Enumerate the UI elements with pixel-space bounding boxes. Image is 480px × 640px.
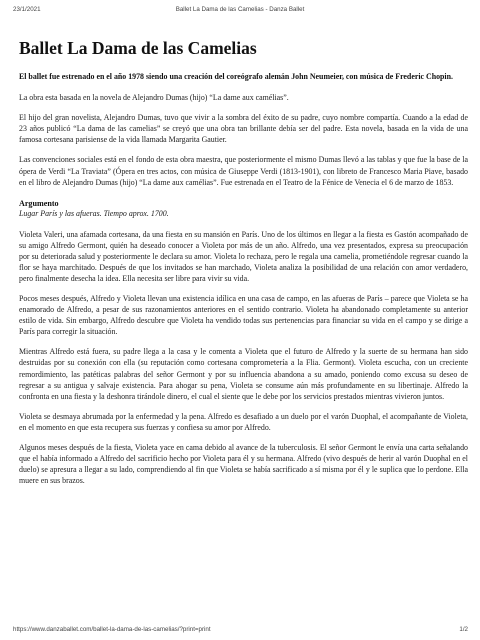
page-number: 1/2	[459, 626, 468, 633]
section-heading: Argumento	[19, 198, 59, 208]
section-paragraph: Mientras Alfredo está fuera, su padre llega a la casa y le comenta a Violeta que el futuro de Alfredo y la suerte de su hermana han sido destruidas por su conexión con ella (su reputación como cortesana comprometería a la Flia. Germont). Violeta escucha, con un creciente remordimiento, las patéticas palabras del señor Germont y por su influencia abandona a su amado, poniendo como excusa su deseo de regresar a su antigua y salvaje existencia. Para ahogar su pena, Violeta se consume aún más profundamente en su libertinaje. Alfredo la confronta en una fiesta y la deshonra tirándole dinero, el cual el siente que le debe por los servicios prestados mientras vivieron juntos.	[19, 347, 468, 401]
article-title: Ballet La Dama de las Camelias	[19, 38, 257, 58]
print-date: 23/1/2021	[13, 6, 41, 13]
section-paragraph: Violeta Valeri, una afamada cortesana, da una fiesta en su mansión en París. Uno de los últimos en llegar a la fiesta es Gastón acompañado de su amigo Alfredo Germont, quién ha deseado conocer a Violeta por más de un año. Alfredo, una vez presentados, expresa su preocupación por su deteriorada salud y posteriormente le declara su amor. Violeta lo rechaza, pero le regala una camelia, prometiéndole regresar cuando la flor se haya marchitado. Después de que los invitados se han marchado, Violeta analiza la posibilidad de una relación con amor verdadero, pero finalmente desecha la idea. Ella necesita ser libre para vivir su vida.	[19, 229, 468, 284]
print-header	[0, 0, 480, 16]
article-paragraph: Las convenciones sociales está en el fondo de esta obra maestra, que posteriormente el mismo Dumas llevó a las tablas y que fue la base de la ópera de Verdi “La Traviata” (Ópera en tres actos, con música de Giuseppe Verdi (1813-1901), con libreto de Francesco Maria Piave, basado en el libro de Alejandro Dumas (hijo) “La dame aux camélias”. Fue estrenada en el Teatro de la Fénice de Venecia el 6 de marzo de 1853.	[19, 155, 468, 187]
article-paragraph: La obra esta basada en la novela de Alejandro Dumas (hijo) “La dame aux camélias”.	[19, 93, 289, 103]
section-paragraph: Algunos meses después de la fiesta, Violeta yace en cama debido al avance de la tuberculosis. El señor Germont le envía una carta señalando que el había informado a Alfredo del sacrificio hecho por Violeta para él y su hermana. Alfredo (vivo después de herir al varón Duophal en el duelo) se apresura a llegar a su lado, comprendiendo al fin que Violeta se había sacrificado a sí misma por él y le suplica que lo perdone. Ella muere en sus brazos.	[19, 442, 468, 485]
print-url: https://www.danzaballet.com/ballet-la-dama-de-las-camelias/?print=print	[13, 626, 211, 633]
article-paragraph: El hijo del gran novelista, Alejandro Dumas, tuvo que vivir a la sombra del éxito de su padre, cuyo nombre compartía. Cuando a la edad de 23 años publicó “La dama de las camelias” se creyó que una obra tan brillante debía ser del padre. Esta novela, basada en la vida de una famosa cortesana parisiense de la vida llamada Margarita Gautier.	[19, 113, 468, 145]
print-footer	[0, 626, 480, 640]
article-lead: El ballet fue estrenado en el año 1978 siendo una creación del coreógrafo alemán John Neumeier, con música de Frederic Chopin.	[19, 72, 453, 82]
section-paragraph: Violeta se desmaya abrumada por la enfermedad y la pena. Alfredo es desafiado a un duelo por el varón Duophal, el acompañante de Violeta, en el momento en que esta recupera sus fuerzas y confiesa su amor por Alfredo.	[19, 411, 468, 432]
section-subtitle: Lugar París y las afueras. Tiempo aprox. 1700.	[19, 209, 169, 219]
article	[19, 38, 468, 495]
section-paragraph: Pocos meses después, Alfredo y Violeta llevan una existencia idílica en una casa de campo, en las afueras de París – parece que Violeta se ha enamorado de Alfredo, a pesar de sus razonamientos anteriores en el sentido contrario. Violeta ha abandonado completamente su anterior estilo de vida. Sin embargo, Alfredo descubre que Violeta ha vendido todas sus pertenencias para financiar su vida en el campo y se dirige a París para corregir la situación.	[19, 294, 468, 337]
print-page-title: Ballet La Dama de las Camelias - Danza Ballet	[175, 6, 305, 13]
